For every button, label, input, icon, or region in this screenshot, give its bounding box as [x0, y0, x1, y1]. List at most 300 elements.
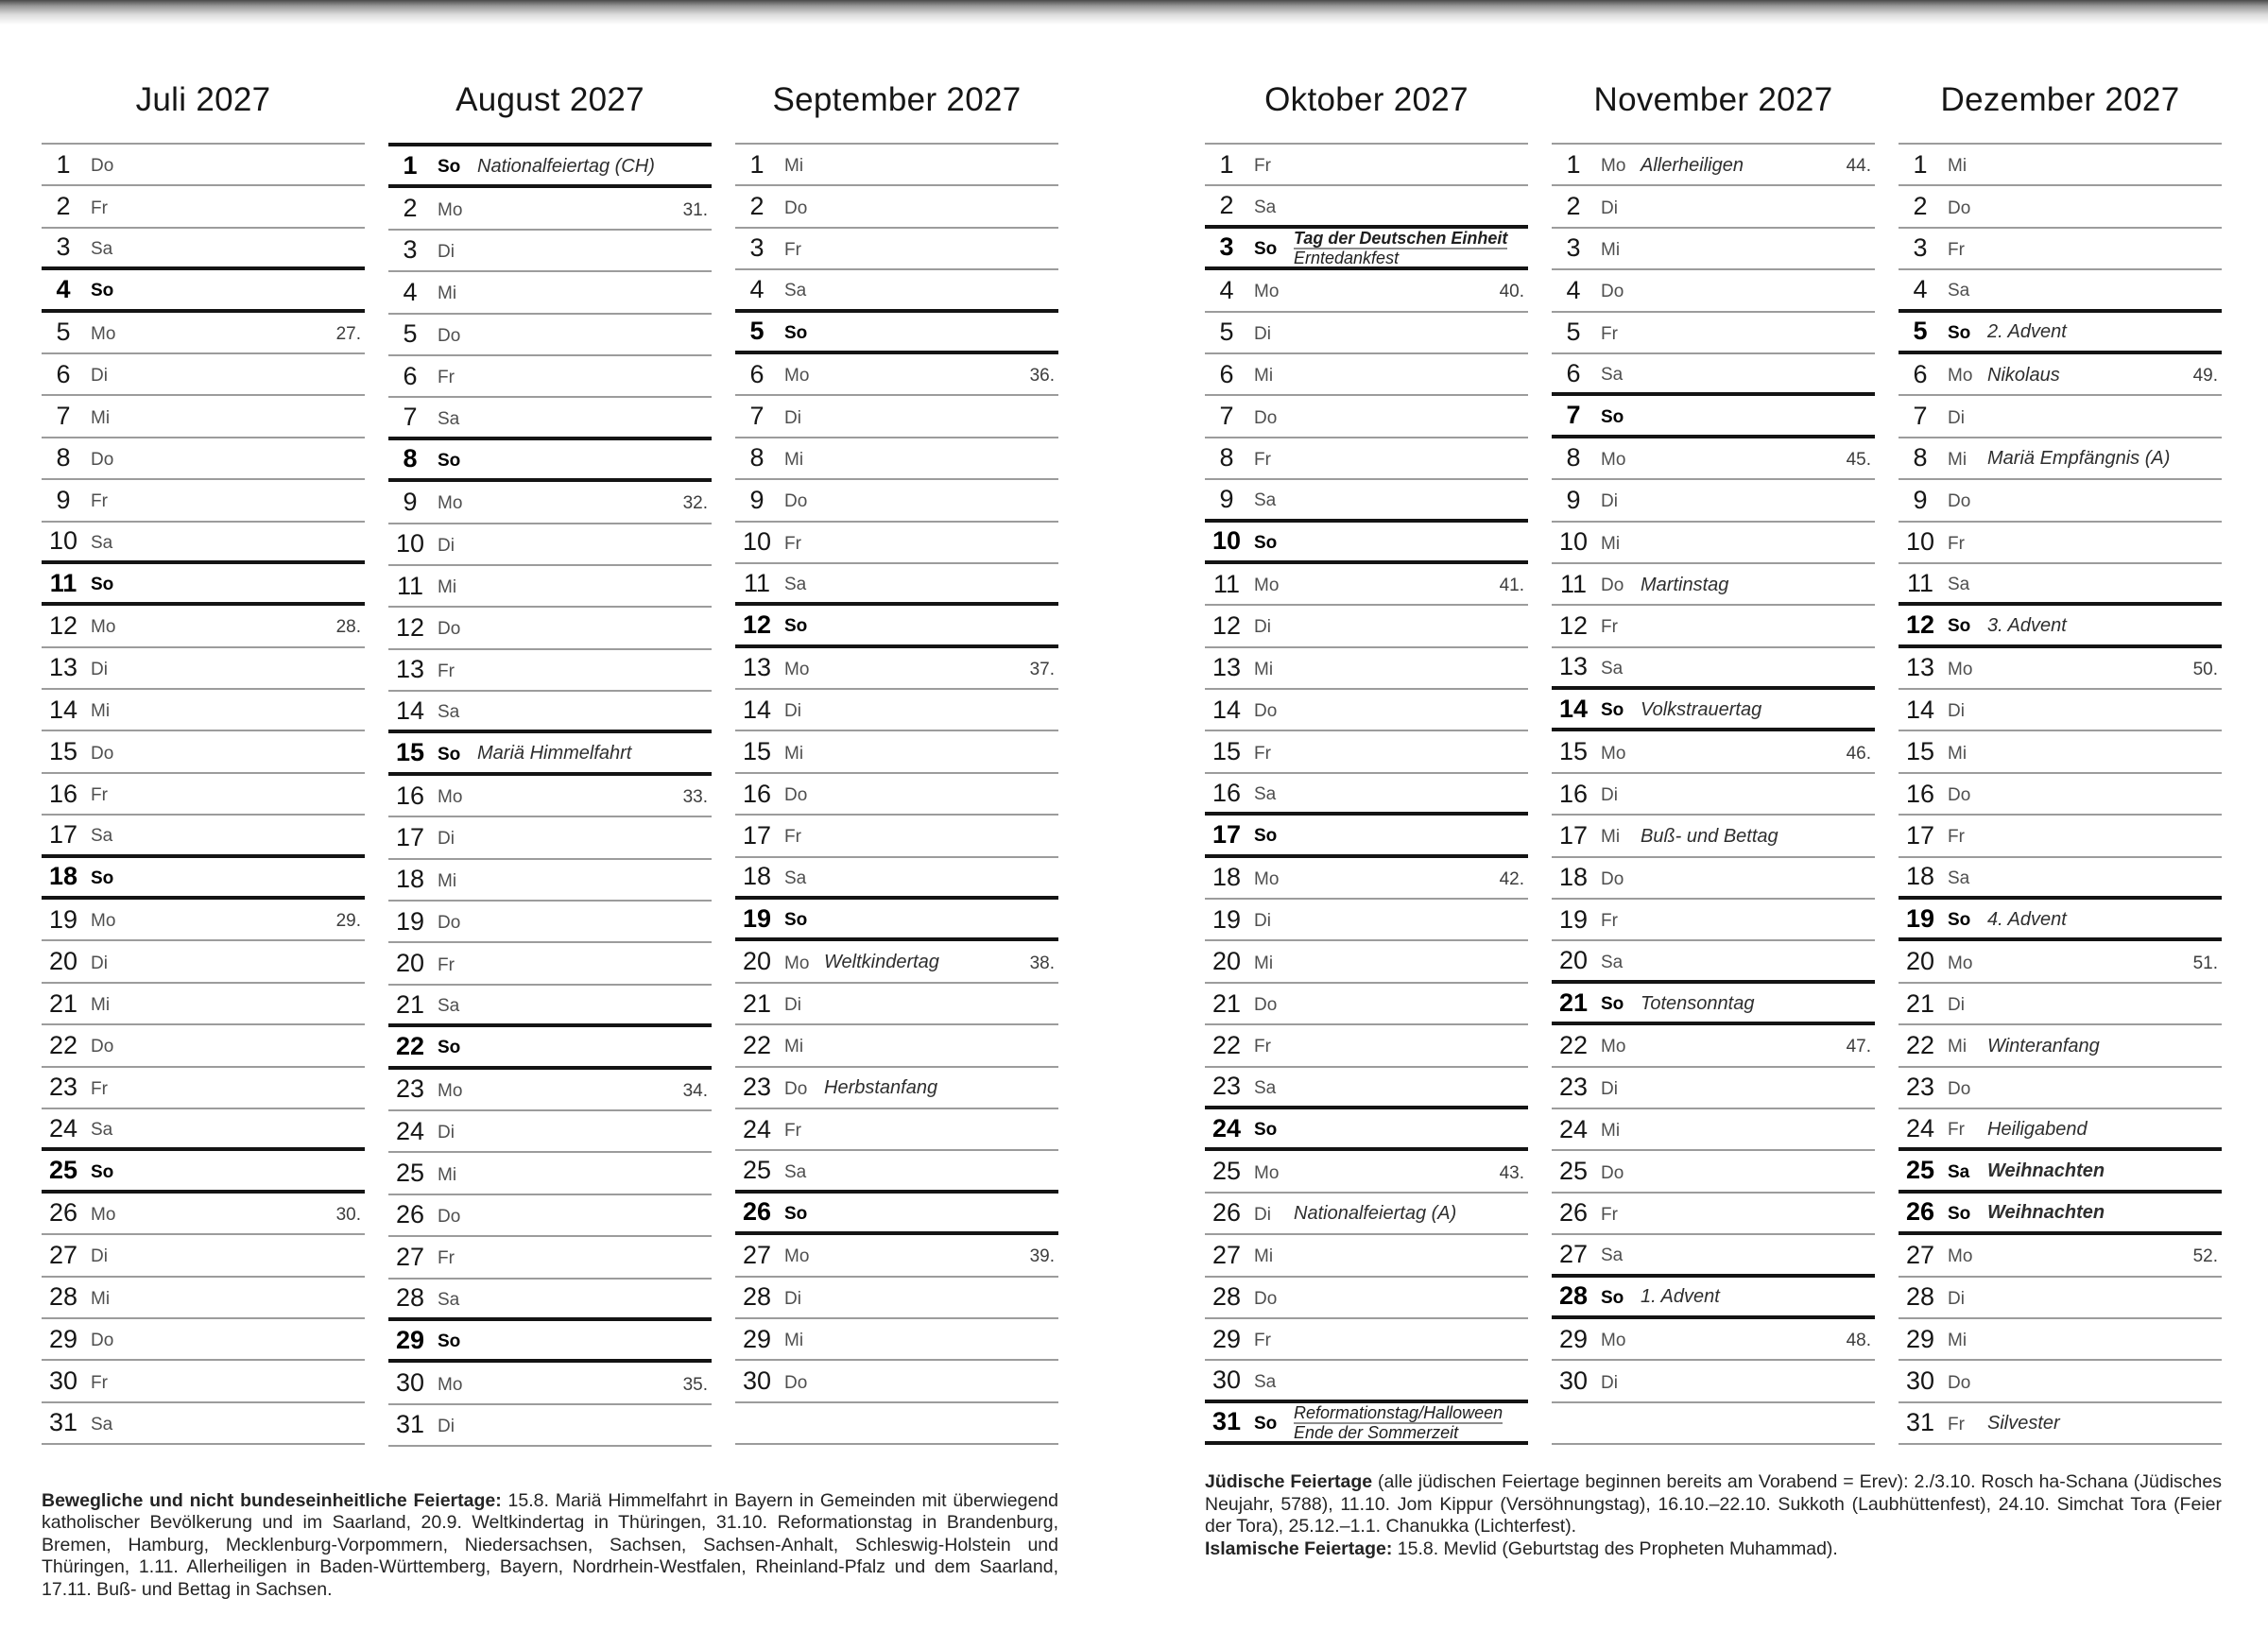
day-row — [1205, 313, 1528, 354]
day-number: 4 — [1566, 275, 1581, 304]
weekday-label: Fr — [1948, 239, 1965, 260]
day-row — [1205, 1025, 1528, 1067]
weekday-label: Di — [91, 953, 108, 973]
day-row — [1899, 731, 2222, 773]
day-number: 25 — [1905, 1156, 1935, 1185]
holiday-label: Martinstag — [1641, 574, 1729, 595]
day-number: 19 — [742, 903, 772, 933]
weekday-label: So — [1601, 406, 1624, 427]
day-row — [42, 816, 365, 857]
day-number: 3 — [403, 235, 418, 265]
weekday-label: Di — [438, 1123, 455, 1143]
day-row — [1552, 1319, 1875, 1361]
weekday-label: Di — [438, 535, 455, 556]
day-row — [1205, 731, 1528, 773]
day-row — [388, 524, 712, 566]
weekday-label: Fr — [1948, 1414, 1965, 1434]
weekday-label: Fr — [1948, 1120, 1965, 1141]
day-row — [1899, 354, 2222, 396]
day-row — [1899, 186, 2222, 228]
weekday-label: Mo — [91, 323, 116, 344]
weekday-label: Do — [1601, 1162, 1624, 1183]
day-row — [1205, 1194, 1528, 1235]
day-row — [1205, 1319, 1528, 1361]
day-row — [735, 816, 1058, 857]
day-number: 17 — [1211, 819, 1242, 849]
day-number: 9 — [403, 487, 418, 516]
day-number: 22 — [742, 1030, 772, 1059]
day-number: 21 — [48, 988, 78, 1018]
day-row — [1205, 816, 1528, 857]
day-row — [1899, 523, 2222, 564]
day-number: 28 — [1905, 1282, 1935, 1312]
day-row — [42, 145, 365, 186]
weekday-label: Di — [784, 701, 801, 722]
weekday-label: Mi — [1948, 1037, 1967, 1057]
footnote-islamic — [1205, 1538, 2222, 1561]
day-number: 17 — [395, 822, 425, 851]
weekday-label: Mo — [1254, 575, 1280, 596]
day-number: 4 — [56, 274, 71, 303]
days-list — [42, 143, 365, 1445]
day-number: 30 — [1905, 1366, 1935, 1396]
weekday-label: Sa — [91, 532, 113, 553]
day-row — [1552, 523, 1875, 564]
weekday-label: Fr — [1254, 1331, 1271, 1351]
day-row — [735, 1109, 1058, 1151]
day-row — [1552, 900, 1875, 941]
day-number: 27 — [395, 1242, 425, 1271]
day-number: 26 — [1558, 1198, 1589, 1228]
day-row — [735, 396, 1058, 438]
day-row — [735, 731, 1058, 773]
holiday-label — [1294, 230, 1507, 267]
day-number: 31 — [1905, 1408, 1935, 1437]
day-row — [735, 480, 1058, 522]
day-number: 14 — [1211, 695, 1242, 724]
day-row — [388, 146, 712, 188]
day-row — [1899, 1151, 2222, 1193]
day-row — [1205, 984, 1528, 1025]
day-number: 29 — [1905, 1324, 1935, 1353]
day-number: 29 — [742, 1324, 772, 1353]
weekday-label: Di — [1254, 911, 1271, 932]
day-row — [42, 186, 365, 228]
days-list — [1552, 143, 1875, 1445]
weekday-label: Di — [1601, 1078, 1618, 1099]
day-number: 24 — [742, 1114, 772, 1143]
day-row — [1899, 480, 2222, 522]
day-number: 30 — [395, 1368, 425, 1398]
day-number: 18 — [742, 862, 772, 891]
day-number: 8 — [1913, 443, 1928, 472]
weekday-label: Do — [1948, 491, 1971, 512]
weekday-label: Mo — [438, 199, 463, 220]
day-number: 28 — [742, 1282, 772, 1312]
day-row — [1899, 858, 2222, 900]
day-row — [1552, 480, 1875, 522]
weekday-label: Mi — [438, 1164, 457, 1185]
weekday-label: Mo — [91, 911, 116, 932]
day-number: 6 — [403, 361, 418, 390]
week-number: 28. — [335, 617, 361, 638]
day-number: 26 — [742, 1197, 772, 1227]
weekday-label: Di — [438, 241, 455, 262]
day-number: 19 — [1905, 903, 1935, 933]
holiday-label: 4. Advent — [1987, 908, 2067, 930]
weekday-label: Do — [438, 325, 461, 346]
day-row — [735, 1319, 1058, 1361]
weekday-label: Fr — [784, 827, 801, 848]
weekday-label: Sa — [784, 281, 807, 301]
weekday-label: So — [1254, 532, 1278, 553]
day-number: 21 — [395, 989, 425, 1019]
day-row — [735, 564, 1058, 606]
day-row — [42, 229, 365, 270]
holiday-label: Allerheiligen — [1641, 154, 1744, 176]
column-gutter — [1058, 81, 1205, 1447]
day-row — [42, 731, 365, 773]
weekday-label: Mi — [784, 156, 804, 177]
day-row — [1552, 145, 1875, 186]
weekday-label: Sa — [1254, 1371, 1277, 1392]
weekday-label: So — [91, 281, 114, 301]
day-number: 20 — [1211, 947, 1242, 976]
day-row — [388, 692, 712, 733]
weekday-label: Di — [1601, 1372, 1618, 1393]
day-row — [735, 1068, 1058, 1109]
holiday-label: Herbstanfang — [824, 1077, 938, 1099]
weekday-label: Di — [1601, 198, 1618, 218]
day-row — [1205, 270, 1528, 312]
weekday-label: Do — [438, 913, 461, 934]
weekday-label: Do — [784, 198, 808, 218]
day-number: 12 — [1558, 610, 1589, 640]
weekday-label: Mi — [1254, 1246, 1274, 1267]
day-number: 6 — [1913, 359, 1928, 388]
day-row — [388, 1321, 712, 1363]
day-number: 29 — [1211, 1324, 1242, 1353]
day-number: 25 — [1211, 1157, 1242, 1186]
weekday-label: Di — [1948, 1288, 1965, 1309]
day-row — [1899, 564, 2222, 606]
weekday-label: Fr — [1254, 743, 1271, 764]
holiday-line: Reformationstag/Halloween — [1294, 1402, 1503, 1422]
day-row — [1552, 438, 1875, 480]
day-number: 18 — [1558, 863, 1589, 892]
day-number: 29 — [1558, 1324, 1589, 1353]
day-number: 20 — [395, 949, 425, 978]
day-row — [42, 1109, 365, 1151]
weekday-label: So — [438, 157, 461, 178]
day-row — [42, 354, 365, 396]
weekday-label: So — [784, 322, 808, 343]
day-number: 27 — [1905, 1240, 1935, 1269]
column-gutter — [1058, 1471, 1205, 1620]
day-row — [42, 270, 365, 312]
day-number: 23 — [1558, 1073, 1589, 1102]
day-number: 24 — [395, 1116, 425, 1145]
weekday-label: Mi — [1254, 659, 1274, 679]
week-number: 29. — [335, 911, 361, 932]
day-number: 13 — [742, 653, 772, 682]
weekday-label: Fr — [1254, 156, 1271, 177]
weekday-label: So — [91, 868, 114, 888]
day-row — [42, 941, 365, 983]
weekday-label: Mo — [1601, 156, 1626, 177]
holiday-label: Weihnachten — [1987, 1202, 2105, 1224]
weekday-label: Fr — [91, 1078, 108, 1099]
day-number: 18 — [1905, 862, 1935, 891]
weekday-label: Fr — [1601, 617, 1618, 638]
weekday-label: Do — [1948, 1078, 1971, 1099]
weekday-label: Sa — [784, 868, 807, 888]
weekday-label: Mi — [1601, 239, 1621, 260]
weekday-label: Sa — [784, 575, 807, 595]
weekday-label: Do — [1254, 1288, 1278, 1309]
day-row — [388, 650, 712, 692]
day-number: 26 — [1905, 1197, 1935, 1227]
day-row — [735, 270, 1058, 312]
day-number: 28 — [395, 1283, 425, 1313]
day-row — [1205, 523, 1528, 564]
holiday-label: 1. Advent — [1641, 1286, 1720, 1308]
day-row — [388, 356, 712, 398]
footnote-regional-text: 15.8. Mariä Himmelfahrt in Bayern in Gemeinden mit überwiegend katholischer Bevölkerung und im Saarland, 20.9. Weltkindertag in Thüringen, 31.10. Reformationstag in Brandenburg, Bremen, Hamburg, Mecklenburg-Vorpommern, Niedersachsen, Sachsen, Sachsen-Anhalt, Schleswig-Holstein und Thüringen, 1.11. Allerheiligen in Baden-Württemberg, Bayern, Nordrhein-Westfalen, Rheinland-Pfalz und dem Saarland, 17.11. Buß- und Bettag in Sachsen. — [42, 1489, 1058, 1600]
weekday-label: Mi — [91, 701, 111, 722]
weekday-label: Mo — [1948, 659, 1973, 679]
day-number: 15 — [48, 737, 78, 766]
day-row — [735, 1235, 1058, 1277]
day-row — [1205, 1151, 1528, 1193]
weekday-label: Sa — [1601, 1245, 1624, 1266]
day-row — [1552, 186, 1875, 228]
day-number: 12 — [395, 612, 425, 642]
day-number: 25 — [742, 1156, 772, 1185]
day-number: 19 — [395, 906, 425, 936]
day-number: 29 — [395, 1325, 425, 1354]
day-row — [42, 1278, 365, 1319]
day-number: 3 — [56, 232, 71, 262]
day-number: 28 — [48, 1282, 78, 1312]
day-number: 3 — [749, 233, 765, 263]
weekday-label: Do — [1254, 995, 1278, 1015]
weekday-label: Mi — [438, 577, 457, 598]
day-number: 20 — [1905, 947, 1935, 976]
day-number: 9 — [749, 485, 765, 514]
day-row — [735, 1278, 1058, 1319]
day-row — [388, 1237, 712, 1279]
month-november-2027 — [1552, 81, 1875, 1447]
month-september-2027 — [735, 81, 1058, 1447]
day-number: 28 — [1211, 1282, 1242, 1312]
day-row — [1899, 1319, 2222, 1361]
day-row — [735, 1025, 1058, 1067]
day-row — [42, 1235, 365, 1277]
day-number: 7 — [403, 403, 418, 432]
holiday-line: Erntedankfest — [1294, 248, 1400, 267]
day-number: 22 — [395, 1031, 425, 1060]
day-row — [42, 313, 365, 354]
day-row — [1552, 1235, 1875, 1277]
day-number: 16 — [742, 779, 772, 808]
day-number: 8 — [403, 444, 418, 473]
holiday-label: Silvester — [1987, 1413, 2060, 1434]
day-row — [388, 1280, 712, 1321]
day-row — [42, 1361, 365, 1402]
day-number: 10 — [48, 526, 78, 556]
day-number: 30 — [48, 1366, 78, 1396]
weekday-label: So — [438, 1331, 461, 1352]
day-number: 16 — [48, 779, 78, 808]
weekday-label: Mi — [1601, 533, 1621, 554]
day-number: 10 — [742, 527, 772, 557]
day-number: 14 — [48, 695, 78, 724]
weekday-label: Sa — [1948, 281, 1970, 301]
day-row — [388, 272, 712, 314]
weekday-label: Do — [1601, 575, 1624, 596]
day-number: 14 — [742, 695, 772, 724]
day-row — [388, 943, 712, 985]
weekday-label: Mo — [784, 366, 810, 387]
weekday-label: So — [438, 1038, 461, 1058]
day-number: 31 — [48, 1408, 78, 1437]
week-number: 41. — [1499, 575, 1524, 596]
day-row — [735, 1361, 1058, 1402]
weekday-label: Mo — [91, 1204, 116, 1225]
day-number: 7 — [1219, 402, 1234, 431]
weekday-label: Do — [1254, 407, 1278, 428]
day-row — [1899, 900, 2222, 941]
day-number: 5 — [403, 319, 418, 349]
weekday-label: Mo — [91, 617, 116, 638]
day-row — [1899, 1068, 2222, 1109]
day-number: 16 — [1558, 779, 1589, 808]
holiday-line: Tag der Deutschen Einheit — [1294, 228, 1508, 248]
day-row — [1899, 1361, 2222, 1402]
day-row — [1205, 1235, 1528, 1277]
weekday-label: Do — [784, 491, 808, 512]
weekday-label: Sa — [438, 996, 460, 1016]
day-number: 11 — [396, 571, 424, 600]
day-number: 13 — [1558, 652, 1589, 681]
day-number: 7 — [1566, 401, 1581, 430]
weekday-label: So — [438, 450, 461, 471]
weekday-label: Sa — [1254, 197, 1277, 217]
weekday-label: Sa — [1254, 1077, 1277, 1098]
day-number: 11 — [1559, 569, 1588, 598]
footnote-jewish-lead: Jüdische Feiertage — [1205, 1471, 1373, 1493]
day-row — [735, 354, 1058, 396]
week-number: 27. — [335, 323, 361, 344]
day-row — [1899, 270, 2222, 312]
weekday-label: Do — [1948, 785, 1971, 806]
weekday-label: Mi — [784, 1331, 804, 1351]
day-row — [1552, 270, 1875, 312]
day-row — [388, 608, 712, 649]
footnote-regional — [42, 1490, 1058, 1602]
weekday-label: Sa — [1601, 952, 1624, 972]
weekday-label: Mi — [1948, 1331, 1967, 1351]
day-number: 13 — [1905, 653, 1935, 682]
day-row — [42, 900, 365, 941]
day-number: 7 — [56, 402, 71, 431]
day-row — [1899, 1278, 2222, 1319]
day-number: 18 — [1211, 863, 1242, 892]
weekday-label: Mi — [1948, 743, 1967, 764]
weekday-label: Mo — [784, 659, 810, 679]
day-number: 6 — [749, 359, 765, 388]
weekday-label: Fr — [1948, 827, 1965, 848]
day-row — [388, 398, 712, 439]
day-number: 20 — [742, 947, 772, 976]
weekday-label: Mo — [1254, 1162, 1280, 1183]
holiday-label: Buß- und Bettag — [1641, 825, 1778, 847]
day-row — [388, 1153, 712, 1194]
day-number: 8 — [56, 443, 71, 472]
day-row — [1899, 941, 2222, 983]
holiday-label: 3. Advent — [1987, 614, 2067, 636]
weekday-label: So — [1948, 322, 1971, 343]
day-row — [1552, 313, 1875, 354]
day-row — [735, 186, 1058, 228]
holiday-label: Nikolaus — [1987, 364, 2060, 386]
day-row — [388, 902, 712, 943]
day-number: 10 — [1905, 527, 1935, 557]
day-row — [735, 523, 1058, 564]
weekday-label: So — [1948, 616, 1971, 637]
day-number: 12 — [742, 610, 772, 639]
weekday-label: Mi — [1948, 156, 1967, 177]
day-row — [1899, 606, 2222, 647]
day-number: 10 — [395, 529, 425, 558]
day-row — [1205, 229, 1528, 270]
day-number: 14 — [1905, 695, 1935, 724]
weekday-label: Sa — [91, 1414, 113, 1434]
days-list — [1205, 143, 1528, 1445]
day-number: 7 — [1913, 402, 1928, 431]
day-row — [1205, 186, 1528, 228]
day-row — [1205, 564, 1528, 606]
day-number: 30 — [742, 1366, 772, 1396]
day-number: 3 — [1913, 233, 1928, 263]
holiday-label: Volkstrauertag — [1641, 698, 1762, 720]
day-row — [735, 1403, 1058, 1445]
day-row — [42, 480, 365, 522]
day-number: 11 — [743, 568, 771, 597]
day-row — [388, 482, 712, 524]
day-row — [1552, 1361, 1875, 1402]
weekday-label: Di — [91, 659, 108, 679]
week-number: 38. — [1029, 953, 1055, 973]
weekday-label: Fr — [784, 533, 801, 554]
day-number: 23 — [742, 1073, 772, 1102]
day-row — [42, 858, 365, 900]
day-row — [1205, 900, 1528, 941]
day-row — [1899, 1235, 2222, 1277]
month-title: Juli 2027 — [135, 81, 271, 118]
day-row — [42, 774, 365, 816]
day-row — [42, 396, 365, 438]
day-row — [42, 1319, 365, 1361]
weekday-label: Di — [784, 407, 801, 428]
day-row — [1205, 438, 1528, 480]
weekday-label: Di — [91, 1246, 108, 1267]
day-number: 13 — [395, 655, 425, 684]
day-number: 27 — [48, 1240, 78, 1269]
weekday-label: So — [1948, 910, 1971, 931]
day-number: 2 — [1219, 191, 1234, 220]
